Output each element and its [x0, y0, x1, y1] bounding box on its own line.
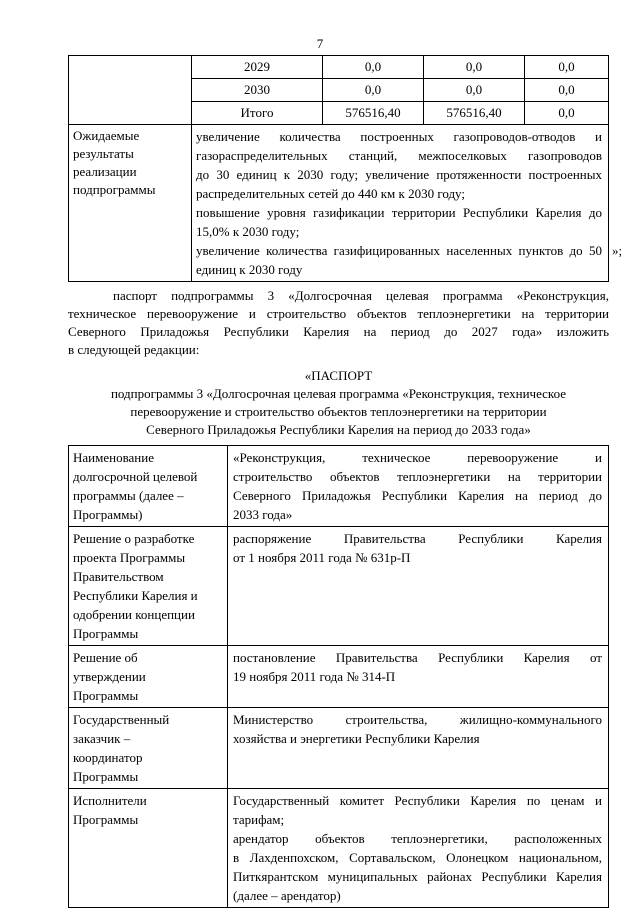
table-row: [69, 125, 609, 282]
results-label-cell: [69, 125, 192, 282]
value-line: «Реконструкция, техническое перевооружение и: [233, 450, 602, 465]
empty-label-cell: [69, 56, 192, 125]
value-line: от 1 ноября 2011 года № 631р-П: [233, 550, 411, 565]
label-line: Республики Карелия и: [73, 588, 198, 603]
passport-heading: [68, 367, 609, 439]
label-line: программы (далее –: [73, 488, 184, 503]
passport-title: «ПАСПОРТ: [304, 368, 373, 383]
table-row: [69, 646, 609, 708]
passport-label-cell: [69, 646, 228, 708]
label-line: Программы: [73, 626, 139, 641]
label-line: Решение о разработке: [73, 531, 195, 546]
value-cell: 0,0: [424, 79, 525, 102]
label-line: Программы: [73, 812, 139, 827]
passport-label-cell: [69, 527, 228, 646]
passport-label-cell: [69, 446, 228, 527]
results-line: до 30 единиц к 2030 году; увеличение протяженности построенных: [196, 167, 602, 182]
label-line: Исполнители: [73, 793, 147, 808]
value-line: распоряжение Правительства Республики Карелия: [233, 531, 602, 546]
results-line: увеличение количества газифицированных населенных пунктов до 50: [196, 243, 602, 258]
passport-value-cell: [228, 646, 609, 708]
results-line: увеличение количества построенных газопроводов-отводов и: [196, 129, 602, 144]
value-line: Государственный комитет Республики Карелия по ценам и: [233, 793, 602, 808]
paragraph-line: паспорт подпрограммы 3 «Долгосрочная целевая программа «Реконструкция,: [113, 288, 609, 303]
label-line: Программы): [73, 507, 143, 522]
results-line: единиц к 2030 году: [196, 262, 303, 277]
value-line: тарифам;: [233, 812, 285, 827]
amendment-paragraph: [68, 287, 609, 359]
passport-value-cell: [228, 708, 609, 789]
label-line: одобрении концепции: [73, 607, 195, 622]
passport-table: [68, 445, 609, 908]
total-value-cell: 0,0: [525, 102, 609, 125]
value-line: (далее – арендатор): [233, 888, 341, 903]
label-line: долгосрочной целевой: [73, 469, 198, 484]
label-line: Программы: [73, 688, 139, 703]
paragraph-line: техническое перевооружение и строительство объектов теплоэнергетики на территории: [68, 306, 609, 321]
passport-label-cell: [69, 789, 228, 908]
value-line: Питкярантском муниципальных районах Республики Карелия: [233, 869, 602, 884]
table-row: [69, 708, 609, 789]
passport-value-cell: [228, 446, 609, 527]
value-line: Северного Приладожья Республики Карелия на период до: [233, 488, 602, 503]
label-line: Программы: [73, 769, 139, 784]
label-line: Решение об: [73, 650, 138, 665]
results-text-cell: [192, 125, 609, 282]
value-line: Министерство строительства, жилищно-коммунального: [233, 712, 602, 727]
passport-value-cell: [228, 527, 609, 646]
total-label-cell: Итого: [192, 102, 323, 125]
passport-subtitle-line: Северного Приладожья Республики Карелия на период до 2033 года»: [146, 422, 531, 437]
value-cell: 0,0: [323, 56, 424, 79]
results-line: 15,0% к 2030 году;: [196, 224, 300, 239]
label-line: Государственный: [73, 712, 170, 727]
label-line: заказчик –: [73, 731, 131, 746]
table-row: [69, 789, 609, 908]
paragraph-line: в следующей редакции:: [68, 342, 200, 357]
value-line: хозяйства и энергетики Республики Карелия: [233, 731, 480, 746]
results-label-line: Ожидаемые: [73, 128, 140, 143]
year-cell: 2029: [192, 56, 323, 79]
results-label-line: подпрограммы: [73, 182, 156, 197]
value-cell: 0,0: [525, 79, 609, 102]
budget-table: [68, 55, 609, 282]
value-line: арендатор объектов теплоэнергетики, расположенных: [233, 831, 602, 846]
value-cell: 0,0: [424, 56, 525, 79]
value-line: постановление Правительства Республики Карелия от: [233, 650, 602, 665]
passport-subtitle-line: перевооружение и строительство объектов теплоэнергетики на территории: [130, 404, 547, 419]
table-row: [69, 56, 609, 79]
year-cell: 2030: [192, 79, 323, 102]
passport-subtitle-line: подпрограммы 3 «Долгосрочная целевая программа «Реконструкция, техническое: [110, 386, 567, 401]
results-label-line: результаты: [73, 146, 134, 161]
value-line: 2033 года»: [233, 507, 293, 522]
value-cell: 0,0: [323, 79, 424, 102]
total-value-cell: 576516,40: [424, 102, 525, 125]
results-line: повышение уровня газификации территории Республики Карелия до: [196, 205, 602, 220]
value-line: в Лахденпохском, Сортавальском, Олонецком национальном,: [233, 850, 602, 865]
closing-quote: »;: [612, 243, 623, 258]
paragraph-line: Северного Приладожья Республики Карелия на период до 2027 года» изложить: [68, 324, 609, 339]
results-label-line: реализации: [73, 164, 137, 179]
value-line: строительство объектов теплоэнергетики на территории: [233, 469, 602, 484]
value-cell: 0,0: [525, 56, 609, 79]
results-line: распределительных сетей до 440 км к 2030 году;: [196, 186, 466, 201]
value-line: 19 ноября 2011 года № 314-П: [233, 669, 396, 684]
table-row: [69, 446, 609, 527]
label-line: Наименование: [73, 450, 154, 465]
page-number: 7: [316, 36, 324, 51]
label-line: Правительством: [73, 569, 164, 584]
label-line: утверждении: [73, 669, 146, 684]
passport-value-cell: [228, 789, 609, 908]
table-row: [69, 527, 609, 646]
results-line: газораспределительных станций, межпоселковых газопроводов: [196, 148, 602, 163]
label-line: проекта Программы: [73, 550, 186, 565]
total-value-cell: 576516,40: [323, 102, 424, 125]
label-line: координатор: [73, 750, 143, 765]
passport-label-cell: [69, 708, 228, 789]
